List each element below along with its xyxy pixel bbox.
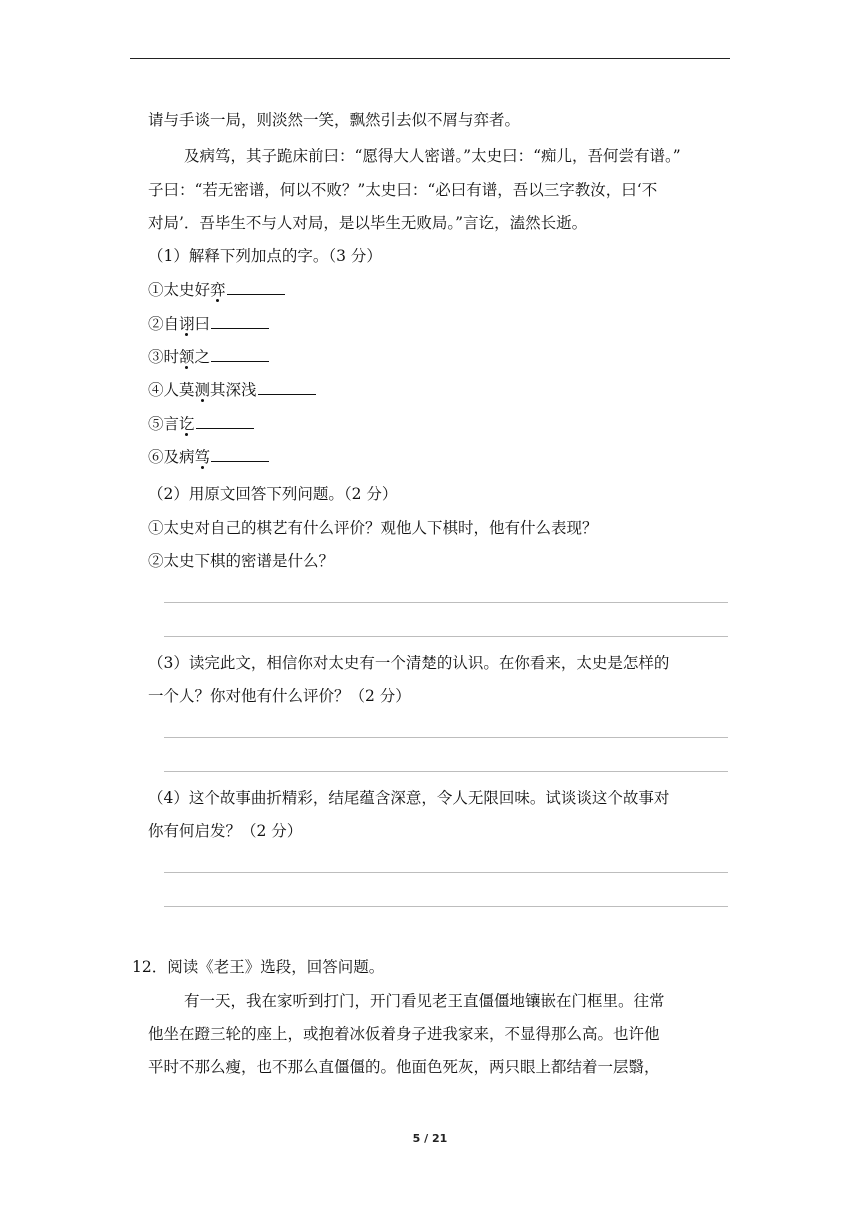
- answer-line[interactable]: [164, 872, 728, 873]
- question-4-line-1: （4）这个故事曲折精彩，结尾蕴含深意，令人无限回味。试谈谈这个故事对: [148, 789, 670, 807]
- page-number: 5 / 21: [412, 1132, 448, 1145]
- question-3-line-2: 一个人？你对他有什么评价？（2 分）: [148, 687, 411, 705]
- answer-blank[interactable]: [211, 347, 269, 362]
- excerpt-line-1: 有一天，我在家听到打门，开门看见老王直僵僵地镶嵌在门框里。往常: [184, 992, 665, 1010]
- answer-line[interactable]: [164, 636, 728, 637]
- question-1-title: （1）解释下列加点的字。（3 分）: [148, 247, 382, 265]
- dotted-char: 笃: [194, 448, 211, 466]
- dotted-char: 弈: [210, 281, 226, 299]
- dotted-char: 颔: [179, 348, 195, 366]
- passage-line-1: 请与手谈一局，则淡然一笑，飘然引去似不屑与弈者。: [148, 111, 521, 129]
- q1-item-6: ⑥及病笃: [148, 446, 269, 468]
- q2-sub-2: ②太史下棋的密谱是什么？: [148, 552, 335, 570]
- question-3-line-1: （3）读完此文，相信你对太史有一个清楚的认识。在你看来，太史是怎样的: [148, 654, 670, 672]
- q1-item-2: ②自诩曰: [148, 313, 269, 335]
- passage-line-3: 子曰：“若无密谱，何以不败？”太史曰：“必曰有谱，吾以三字教汝，曰‘不: [148, 181, 658, 199]
- q2-sub-1: ①太史对自己的棋艺有什么评价？观他人下棋时，他有什么表现？: [148, 519, 598, 537]
- dotted-char: 测: [194, 381, 211, 399]
- header-rule: [130, 58, 730, 59]
- answer-blank[interactable]: [211, 447, 269, 462]
- question-2-title: （2）用原文回答下列问题。（2 分）: [148, 485, 398, 503]
- answer-line[interactable]: [164, 737, 728, 738]
- passage-line-4: 对局’．吾毕生不与人对局，是以毕生无败局。”言讫，溘然长逝。: [148, 214, 588, 232]
- q1-item-3: ③时颔之: [148, 346, 269, 368]
- excerpt-line-2: 他坐在蹬三轮的座上，或抱着冰仮着身子进我家来，不显得那么高。也许他: [148, 1025, 660, 1043]
- q1-item-1: ①太史好弈: [148, 279, 285, 301]
- answer-line[interactable]: [164, 771, 728, 772]
- answer-blank[interactable]: [211, 314, 269, 329]
- q1-item-5: ⑤言讫: [148, 413, 254, 435]
- answer-blank[interactable]: [227, 280, 285, 295]
- answer-blank[interactable]: [196, 414, 254, 429]
- question-12-title: 12．阅读《老王》选段，回答问题。: [132, 958, 385, 976]
- dotted-char: 讫: [179, 415, 195, 433]
- excerpt-line-3: 平时不那么瘦，也不那么直僵僵的。他面色死灰，两只眼上都结着一层翳，: [148, 1058, 660, 1076]
- dotted-char: 诩: [179, 315, 195, 333]
- answer-line[interactable]: [164, 906, 728, 907]
- question-4-line-2: 你有何启发？（2 分）: [148, 822, 303, 840]
- passage-line-2: 及病笃，其子跪床前曰：“愿得大人密谱。”太史曰：“痴儿，吾何尝有谱。”: [184, 147, 681, 165]
- answer-blank[interactable]: [258, 380, 316, 395]
- q1-item-4: ④人莫测其深浅: [148, 379, 316, 401]
- answer-line[interactable]: [164, 602, 728, 603]
